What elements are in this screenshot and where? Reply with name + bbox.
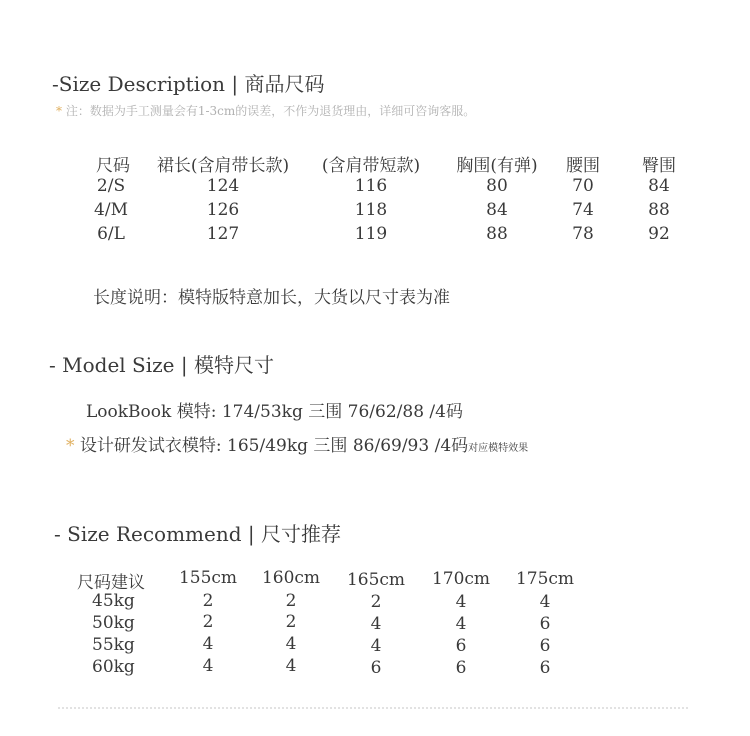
recommend-cell: 6 [455,636,467,656]
recommend-cell: 4 [539,592,551,612]
recommend-cell: 2 [370,592,382,612]
size-cell: 6/L [97,224,125,244]
recommend-cell: 4 [285,656,297,676]
size-recommend-title: - Size Recommend | 尺寸推荐 [54,522,341,546]
size-cell: 124 [206,176,240,196]
size-cell: 127 [206,224,240,244]
model-size-title: - Model Size | 模特尺寸 [49,353,274,377]
note-text: 注：数据为手工测量会有1-3cm的误差，不作为退货理由，详细可咨询客服。 [65,104,476,118]
dotted-divider [58,707,688,709]
recommend-corner: 尺码建议 [77,573,145,593]
weight-label: 55kg [92,635,135,655]
height-header: 160cm [261,568,321,588]
recommend-cell: 4 [455,592,467,612]
recommend-cell: 6 [539,636,551,656]
note-star: * [56,104,62,118]
designer-star: * [66,436,75,456]
recommend-cell: 2 [285,591,297,611]
weight-label: 60kg [92,657,135,677]
size-cell: 88 [486,224,508,244]
recommend-cell: 4 [202,634,214,654]
size-description-title: -Size Description | 商品尺码 [52,72,325,96]
size-header-0: 尺码 [96,156,130,176]
size-cell: 116 [354,176,388,196]
recommend-cell: 4 [202,656,214,676]
size-header-2: (含肩带短款) [321,156,421,176]
recommend-cell: 2 [202,612,214,632]
recommend-cell: 6 [539,614,551,634]
height-header: 165cm [346,570,406,590]
size-cell: 88 [648,200,670,220]
size-cell: 84 [486,200,508,220]
recommend-cell: 6 [370,658,382,678]
size-cell: 84 [648,176,670,196]
measurement-note [56,102,475,119]
height-header: 155cm [178,568,238,588]
size-cell: 4/M [94,200,128,220]
size-cell: 119 [354,224,388,244]
recommend-cell: 2 [285,612,297,632]
recommend-cell: 6 [539,658,551,678]
designer-model-text: 设计研发试衣模特: 165/49kg 三围 86/69/93 /4码 [79,436,469,456]
weight-label: 45kg [92,591,135,611]
height-header: 175cm [515,569,575,589]
size-cell: 2/S [96,176,126,196]
height-header: 170cm [431,569,491,589]
size-cell: 92 [648,224,670,244]
weight-label: 50kg [92,613,135,633]
recommend-cell: 4 [455,614,467,634]
lookbook-model: LookBook 模特: 174/53kg 三围 76/62/88 /4码 [86,402,463,422]
recommend-cell: 2 [202,591,214,611]
size-header-5: 臀围 [642,156,676,176]
recommend-cell: 4 [285,634,297,654]
recommend-cell: 4 [370,636,382,656]
size-cell: 78 [572,224,594,244]
size-cell: 118 [354,200,388,220]
size-cell: 126 [206,200,240,220]
size-cell: 74 [572,200,594,220]
designer-model [66,431,528,456]
recommend-cell: 6 [455,658,467,678]
recommend-cell: 4 [370,614,382,634]
size-header-1: 裙长(含肩带长款) [156,156,290,176]
size-cell: 70 [572,176,594,196]
length-note: 长度说明：模特版特意加长，大货以尺寸表为准 [93,288,450,308]
size-cell: 80 [486,176,508,196]
size-header-4: 腰围 [566,156,600,176]
size-header-3: 胸围(有弹) [456,156,538,176]
designer-model-suffix: 对应模特效果 [468,443,529,454]
